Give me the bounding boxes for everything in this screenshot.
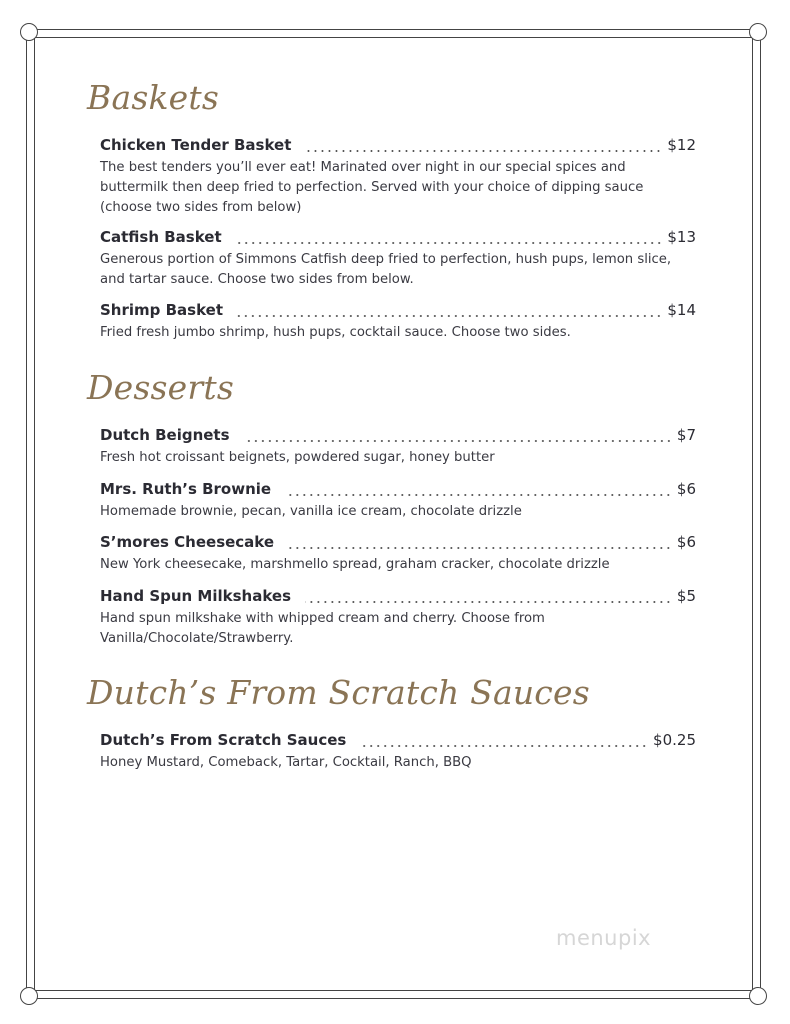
- item-price: $13: [667, 228, 696, 246]
- item-name: Catfish Basket: [100, 228, 222, 246]
- menu-item-smores-cheesecake: [100, 533, 696, 575]
- menupix-watermark: menupix: [556, 926, 652, 950]
- item-description: The best tenders you’ll ever eat! Marinated over night in our special spices and buttermilk then deep fried to perfection. Served with your choice of dipping sauce (choose two sides from below): [100, 160, 644, 215]
- item-name: Chicken Tender Basket: [100, 136, 292, 154]
- item-description: Hand spun milkshake with whipped cream and cherry. Choose from Vanilla/Chocolate/Strawberry.: [100, 611, 545, 646]
- corner-ornament-top-right: [749, 23, 767, 41]
- item-price: $6: [676, 480, 696, 498]
- menu-item-mrs-ruths-brownie: [100, 480, 696, 522]
- dot-leader: [236, 241, 663, 245]
- item-description: New York cheesecake, marshmello spread, graham cracker, chocolate drizzle: [100, 557, 610, 572]
- menu-item-catfish-basket: [100, 228, 696, 290]
- item-price: $7: [676, 426, 696, 444]
- corner-ornament-bottom-right: [749, 987, 767, 1005]
- item-description: Honey Mustard, Comeback, Tartar, Cocktail, Ranch, BBQ: [100, 755, 472, 770]
- item-name: Hand Spun Milkshakes: [100, 587, 292, 605]
- item-name: Shrimp Basket: [100, 301, 224, 319]
- item-price: $0.25: [653, 731, 696, 749]
- item-price: $6: [676, 533, 696, 551]
- dot-leader: [285, 493, 672, 497]
- dot-leader: [237, 314, 662, 318]
- item-description: Fresh hot croissant beignets, powdered sugar, honey butter: [100, 450, 495, 465]
- item-name: Mrs. Ruth’s Brownie: [100, 480, 272, 498]
- corner-ornament-bottom-left: [20, 987, 38, 1005]
- item-price: $12: [667, 136, 696, 154]
- item-name: S’mores Cheesecake: [100, 533, 275, 551]
- dot-leader: [305, 600, 672, 604]
- item-description: Fried fresh jumbo shrimp, hush pups, cocktail sauce. Choose two sides.: [100, 325, 571, 340]
- dot-leader: [288, 546, 672, 550]
- item-price: $5: [676, 587, 696, 605]
- item-description: Homemade brownie, pecan, vanilla ice cream, chocolate drizzle: [100, 504, 522, 519]
- menu-item-scratch-sauces: [100, 731, 696, 773]
- item-price: $14: [667, 301, 696, 319]
- section-title-sauces: Dutch’s From Scratch Sauces: [87, 673, 590, 712]
- corner-ornament-top-left: [20, 23, 38, 41]
- menu-item-chicken-tender-basket: [100, 136, 696, 218]
- menu-item-dutch-beignets: [100, 426, 696, 468]
- dot-leader: [360, 744, 648, 748]
- section-title-desserts: Desserts: [87, 368, 234, 407]
- dot-leader: [305, 149, 662, 153]
- menu-item-shrimp-basket: [100, 301, 696, 343]
- item-name: Dutch’s From Scratch Sauces: [100, 731, 347, 749]
- item-description: Generous portion of Simmons Catfish deep fried to perfection, hush pups, lemon slice, and tartar sauce. Choose two sides from below.: [100, 252, 672, 287]
- section-title-baskets: Baskets: [87, 78, 219, 117]
- item-name: Dutch Beignets: [100, 426, 230, 444]
- menu-item-hand-spun-milkshakes: [100, 587, 696, 649]
- dot-leader: [244, 439, 672, 443]
